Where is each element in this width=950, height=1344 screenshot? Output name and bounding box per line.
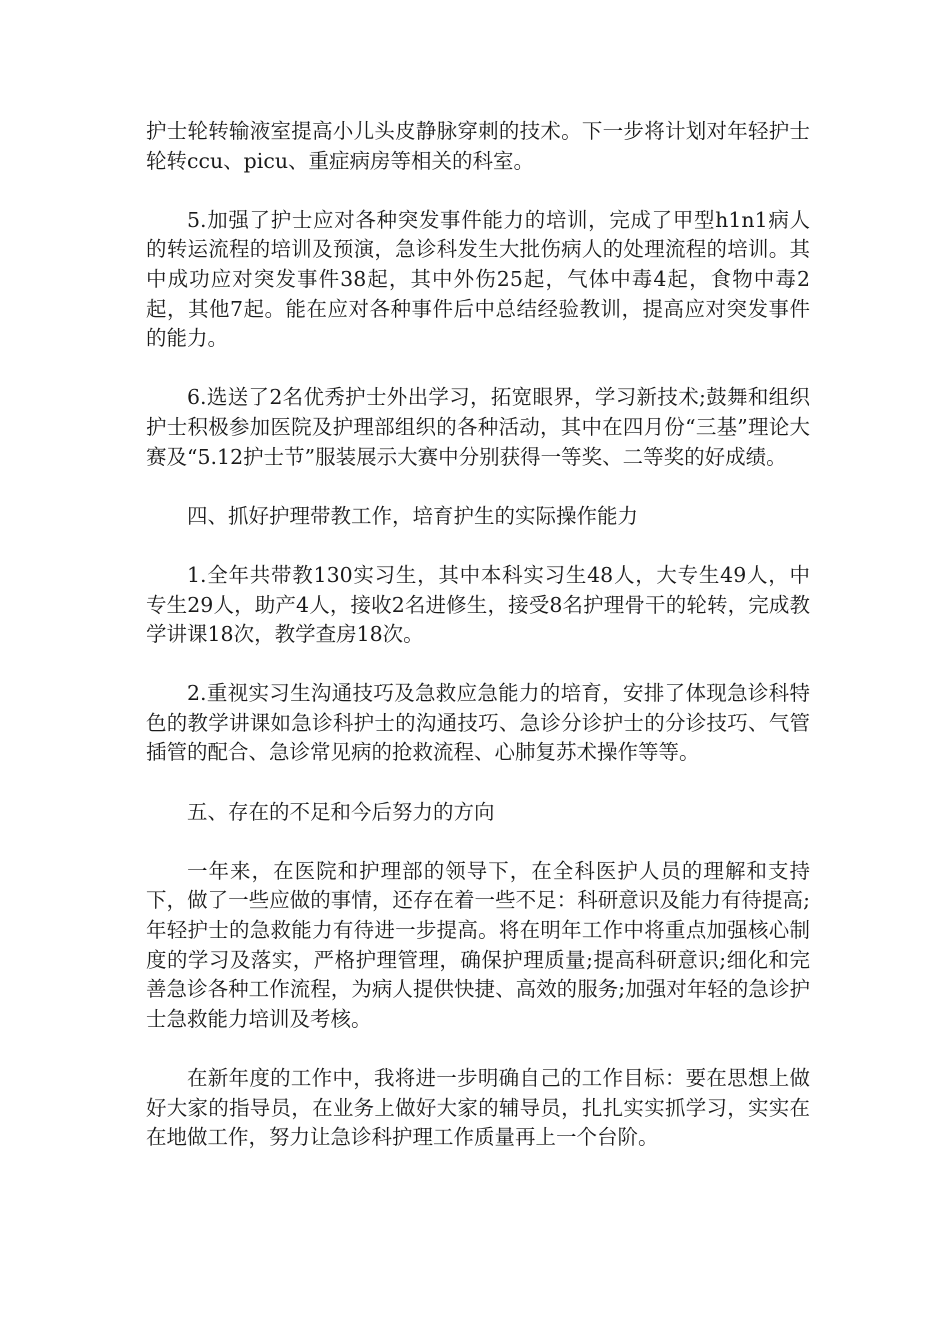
paragraph-item-1: 1.全年共带教130实习生，其中本科实习生48人，大专生49人，中专生29人，助产4人，接收2名进修生，接受8名护理骨干的轮转，完成教学讲课18次，教学查房18次。 [146,562,810,647]
paragraph-goals: 在新年度的工作中，我将进一步明确自己的工作目标：要在思想上做好大家的指导员，在业务上做好大家的辅导员，扎扎实实抓学习，实实在在地做工作，努力让急诊科护理工作质量再上一个台阶。 [146,1066,810,1150]
section-heading-5: 五、存在的不足和今后努力的方向 [187,799,495,824]
paragraph-item-2: 2.重视实习生沟通技巧及急救应急能力的培育，安排了体现急诊科特色的教学讲课如急诊科护士的沟通技巧、急诊分诊护士的分诊技巧、气管插管的配合、急诊常见病的抢救流程、心肺复苏术操作等等。 [146,681,810,765]
section-heading-4: 四、抓好护理带教工作，培育护生的实际操作能力 [187,503,638,528]
paragraph-summary: 一年来，在医院和护理部的领导下，在全科医护人员的理解和支持下，做了一些应做的事情，还存在着一些不足：科研意识及能力有待提高;年轻护士的急救能力有待进一步提高。将在明年工作中将重点加强核心制度的学习及落实，严格护理管理，确保护理质量;提高科研意识;细化和完善急诊各种工作流程，为病人提供快捷、高效的服务;加强对年轻的急诊护士急救能力培训及考核。 [146,858,810,1031]
paragraph-continued: 护士轮转输液室提高小儿头皮静脉穿刺的技术。下一步将计划对年轻护士轮转ccu、picu、重症病房等相关的科室。 [146,119,810,173]
paragraph-item-5: 5.加强了护士应对各种突发事件能力的培训，完成了甲型h1n1病人的转运流程的培训及预演，急诊科发生大批伤病人的处理流程的培训。其中成功应对突发事件38起，其中外伤25起，气体中毒4起，食物中毒2起，其他7起。能在应对各种事件后中总结经验教训，提高应对突发事件的能力。 [146,207,810,351]
document-body [146,117,810,1182]
paragraph-item-6: 6.选送了2名优秀护士外出学习，拓宽眼界，学习新技术;鼓舞和组织护士积极参加医院及护理部组织的各种活动，其中在四月份“三基”理论大赛及“5.12护士节”服装展示大赛中分别获得一等奖、二等奖的好成绩。 [146,385,810,469]
